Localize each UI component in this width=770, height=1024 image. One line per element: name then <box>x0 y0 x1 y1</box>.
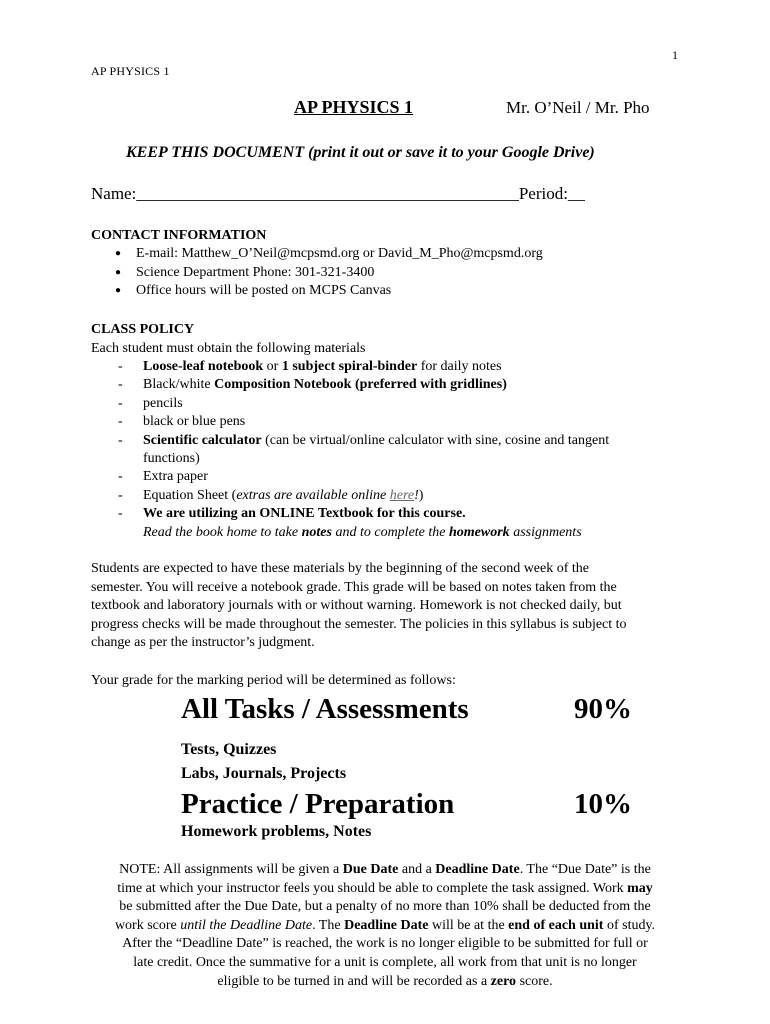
grade-percent: 10% <box>574 788 632 820</box>
contact-list <box>109 245 729 301</box>
material-calculator-cont: functions) <box>143 451 200 467</box>
material-equation-sheet <box>118 487 718 505</box>
dash-marker: - <box>118 487 123 503</box>
contact-office-hours: ● Office hours will be posted on MCPS Canvas <box>109 282 729 301</box>
materials-list <box>118 358 718 542</box>
grade-detail: Homework problems, Notes <box>181 823 372 840</box>
contact-phone: ● Science Department Phone: 301-321-3400 <box>109 264 729 283</box>
material-notebook <box>118 358 718 376</box>
grade-detail: Labs, Journals, Projects <box>181 765 347 782</box>
note-deadline-date: Deadline Date <box>435 862 520 877</box>
equation-sheet-pre: Equation Sheet ( <box>143 487 237 503</box>
equation-sheet-close: ) <box>418 487 424 503</box>
material-extra-paper <box>118 468 718 486</box>
note-paragraph <box>80 861 690 991</box>
equation-sheet-exclaim: ! <box>414 487 419 503</box>
equation-sheet-link[interactable]: here <box>389 487 415 503</box>
material-calculator <box>118 432 718 469</box>
material-composition <box>118 376 718 394</box>
note-text: of study. <box>603 917 656 933</box>
note-may: may <box>627 880 653 896</box>
dash-marker: - <box>118 432 123 448</box>
equation-sheet-italic: extras are available online <box>236 487 390 503</box>
class-policy-intro: Each student must obtain the following materials <box>91 341 366 356</box>
material-pens <box>118 413 718 431</box>
online-textbook-bold: We are utilizing an ONLINE Textbook for this course. <box>143 506 466 522</box>
dash-marker: - <box>118 395 123 411</box>
note-text: and a <box>398 862 436 877</box>
online-textbook-homework: homework <box>449 524 510 540</box>
dash-marker: - <box>118 414 123 430</box>
note-text: . The <box>312 917 345 933</box>
expectations-paragraph <box>91 560 731 653</box>
contact-heading: CONTACT INFORMATION <box>91 228 267 243</box>
material-notebook-rest: for daily notes <box>417 359 502 374</box>
page-number: 1 <box>672 48 678 62</box>
expectations-line: Students are expected to have these materials by the beginning of the second week of the <box>91 561 589 576</box>
material-composition-pre: Black/white <box>143 377 215 393</box>
material-online-textbook <box>118 505 718 542</box>
dash-marker: - <box>118 359 123 374</box>
grade-intro: Your grade for the marking period will be determined as follows: <box>91 673 456 688</box>
note-text: score. <box>516 973 553 989</box>
note-zero: zero <box>490 973 517 989</box>
note-due-date: Due Date <box>342 862 399 877</box>
note-text: . The “Due Date” is the <box>519 862 651 877</box>
online-textbook-notes: notes <box>301 524 332 540</box>
online-textbook-i2: and to complete the <box>331 524 449 540</box>
note-line <box>80 861 690 880</box>
note-line: late credit. Once the summative for a unit is complete, all work from that unit is no longer <box>133 954 637 970</box>
expectations-line: semester. You will receive a notebook grade. This grade will be based on notes taken from the <box>91 579 617 595</box>
material-notebook-b: 1 subject spiral-binder <box>281 359 418 374</box>
class-policy-heading: CLASS POLICY <box>91 322 195 337</box>
online-textbook-i1: Read the book home to take <box>143 524 302 540</box>
note-line <box>80 973 690 992</box>
material-pens-text: black or blue pens <box>143 414 246 430</box>
material-composition-bold: Composition Notebook (preferred with gridlines) <box>214 377 507 393</box>
note-line <box>80 880 690 899</box>
dash-marker: - <box>118 377 123 393</box>
note-line: After the “Deadline Date” is reached, the work is no longer eligible to be submitted for full or <box>122 936 648 952</box>
contact-email: ● E-mail: Matthew_O’Neil@mcpsmd.org or David_M_Pho@mcpsmd.org <box>109 245 729 264</box>
name-period-line: Name:_____________________________________________Period:__ <box>91 184 585 203</box>
page-title: AP PHYSICS 1 <box>294 97 414 117</box>
material-calculator-rest: (can be virtual/online calculator with sine, cosine and tangent <box>261 432 610 448</box>
grade-detail: Tests, Quizzes <box>181 741 277 758</box>
material-notebook-a: Loose-leaf notebook <box>143 359 264 374</box>
running-header: AP PHYSICS 1 <box>91 64 170 78</box>
note-deadline-date: Deadline Date <box>344 917 429 933</box>
expectations-line: change as per the instructor’s judgment. <box>91 635 315 651</box>
note-end-of-unit: end of each unit <box>508 917 604 933</box>
note-text: NOTE: All assignments will be given a <box>119 862 343 877</box>
note-text: work score <box>114 917 181 933</box>
grade-percent: 90% <box>574 693 632 725</box>
note-until-deadline: until the Deadline Date <box>180 917 313 933</box>
note-line: be submitted after the Due Date, but a penalty of no more than 10% shall be deducted from the <box>119 899 651 915</box>
note-text: will be at the <box>428 917 509 933</box>
material-extra-paper-text: Extra paper <box>143 469 208 485</box>
note-line <box>80 917 690 936</box>
keep-notice: KEEP THIS DOCUMENT (print it out or save it to your Google Drive) <box>126 144 595 161</box>
note-text: time at which your instructor feels you should be able to complete the task assigned. Work <box>117 880 628 896</box>
note-text: eligible to be turned in and will be recorded as a <box>217 973 491 989</box>
expectations-line: textbook and laboratory journals with or without warning. Homework is not checked daily, but <box>91 598 622 614</box>
online-textbook-i3: assignments <box>509 524 582 540</box>
expectations-line: progress checks will be made throughout the semester. The policies in this syllabus is subject to <box>91 616 627 632</box>
dash-marker: - <box>118 506 123 522</box>
grade-category: Practice / Preparation <box>181 788 455 820</box>
material-or: or <box>263 359 282 374</box>
material-calculator-bold: Scientific calculator <box>143 432 262 448</box>
dash-marker: - <box>118 469 123 485</box>
grade-category: All Tasks / Assessments <box>181 693 469 725</box>
material-pencils <box>118 395 718 413</box>
material-pencils-text: pencils <box>143 395 183 411</box>
teachers: Mr. O’Neil / Mr. Pho <box>506 98 650 117</box>
